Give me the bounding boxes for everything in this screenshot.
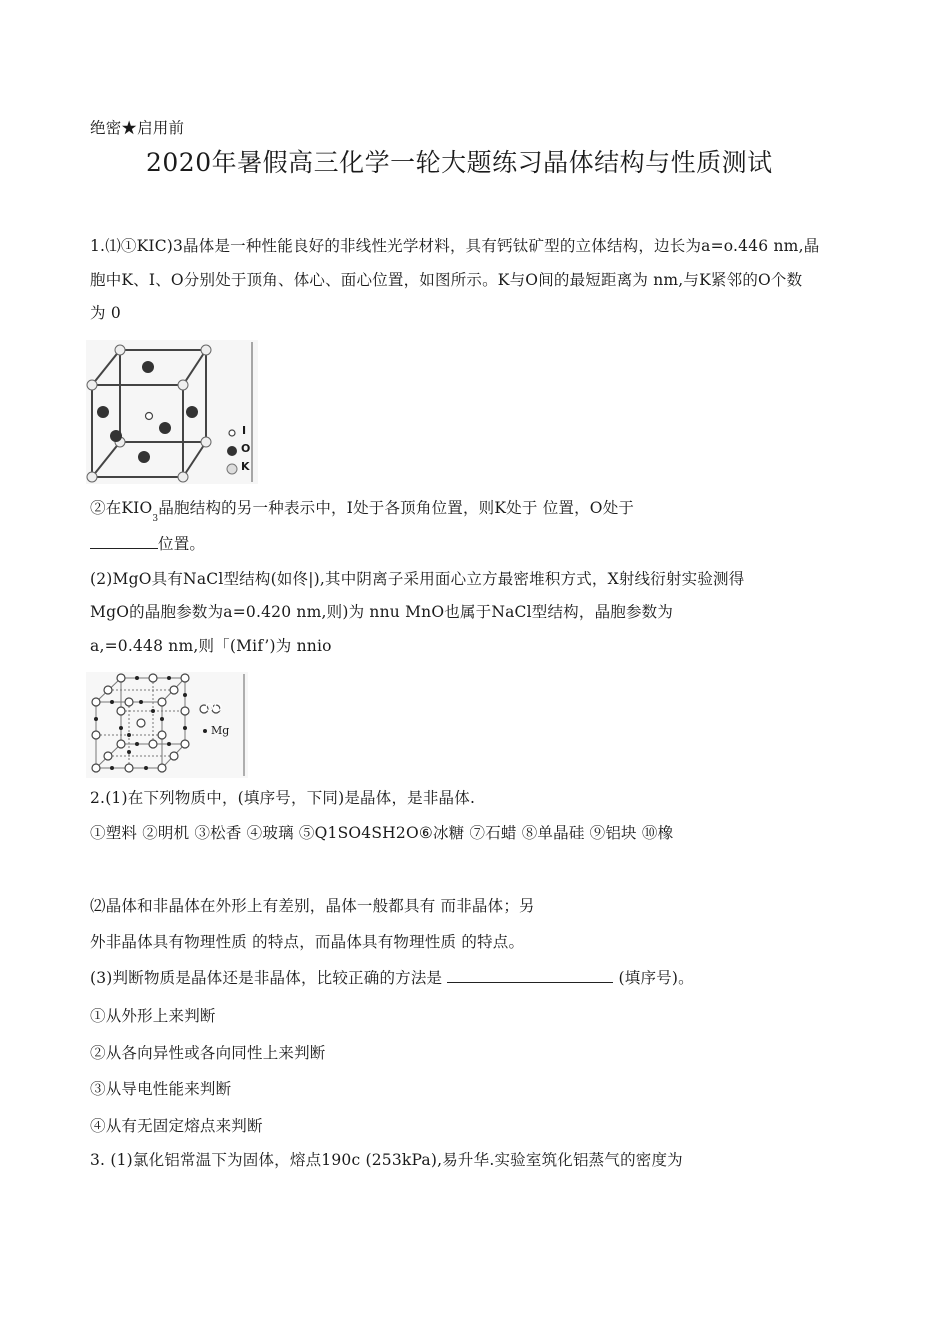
o-atom bbox=[186, 406, 198, 418]
legend-k: K bbox=[241, 460, 250, 473]
k-atom bbox=[178, 380, 188, 390]
q2-line-1: 2.(1)在下列物质中，(填序号，下同)是晶体，是非晶体. bbox=[90, 789, 476, 807]
k-atom bbox=[87, 380, 97, 390]
q2-line-3: ⑵晶体和非晶体在外形上有差别，晶体一般都具有 而非晶体；另 bbox=[90, 897, 535, 915]
o-atom bbox=[97, 406, 109, 418]
k-atom bbox=[87, 472, 97, 482]
kio3-unit-cell-figure bbox=[86, 340, 258, 484]
q1-line-1: 1.⑴①KIC)3晶体是一种性能良好的非线性光学材料，具有钙钛矿型的立体结构，边长为a=o.446 nm,晶 bbox=[90, 237, 820, 255]
q2-option-4: ④从有无固定熔点来判断 bbox=[90, 1117, 263, 1135]
o-atom bbox=[138, 451, 150, 463]
q1-part2-prefix: ②在KIO bbox=[90, 499, 153, 517]
page-title: 2020年暑假高三化学一轮大题练习晶体结构与性质测试 bbox=[146, 148, 773, 177]
answer-blank[interactable] bbox=[447, 982, 613, 983]
k-atom bbox=[201, 437, 211, 447]
q2-option-1: ①从外形上来判断 bbox=[90, 1007, 216, 1025]
k-atom bbox=[115, 345, 125, 355]
o-atom bbox=[110, 430, 122, 442]
o-atom bbox=[142, 361, 154, 373]
q1-part2-subscript: 3 bbox=[152, 514, 159, 525]
q2-line-5-text: (3)判断物质是晶体还是非晶体，比较正确的方法是 bbox=[90, 969, 443, 987]
q2-option-3: ③从导电性能来判断 bbox=[90, 1080, 232, 1098]
legend-oo: OO bbox=[205, 701, 223, 714]
legend-i: I bbox=[242, 424, 247, 437]
o-atom bbox=[159, 422, 171, 434]
q1-part2-suffix: 位置。 bbox=[158, 535, 206, 553]
legend-o: O bbox=[241, 442, 251, 455]
q1-line-2: 胞中K、I、O分别处于顶角、体心、面心位置，如图所示。K与O间的最短距离为 nm,与K紧邻的O个数 bbox=[90, 271, 803, 289]
k-atom bbox=[201, 345, 211, 355]
q1-part2-line-1 bbox=[90, 496, 635, 525]
q1-mgo-line-1: (2)MgO具有NaCl型结构(如佟|),其中阴离子采用面心立方最密堆积方式，X射线衍射实验测得 bbox=[90, 570, 745, 588]
q3-line-1: 3. (1)氯化铝常温下为固体，熔点190c (253kPa),易升华.实验室筑化铝蒸气的密度为 bbox=[90, 1151, 683, 1169]
i-atom bbox=[146, 413, 153, 420]
q2-options-line: ①塑料 ②明机 ③松香 ④玻璃 ⑤Q1SO4SH2O⑥冰糖 ⑦石蜡 ⑧单晶硅 ⑨铝块 ⑩橡 bbox=[90, 824, 674, 842]
k-atom bbox=[178, 472, 188, 482]
q2-line-4: 外非晶体具有物理性质 的特点，而晶体具有物理性质 的特点。 bbox=[90, 933, 525, 951]
q2-line-5-suffix: (填序号)。 bbox=[618, 969, 694, 987]
secret-mark: 绝密★启用前 bbox=[90, 119, 185, 137]
q1-line-3: 为 0 bbox=[90, 304, 121, 322]
q1-part2-line-2 bbox=[90, 532, 205, 554]
q1-part2-text: 晶胞结构的另一种表示中，I处于各顶角位置，则K处于 位置，O处于 bbox=[158, 499, 635, 517]
legend-mg: Mg bbox=[211, 724, 230, 737]
q2-line-5 bbox=[90, 966, 694, 988]
answer-blank[interactable] bbox=[90, 548, 158, 549]
q2-option-2: ②从各向异性或各向同性上来判断 bbox=[90, 1044, 326, 1062]
q1-mgo-line-3: a,=0.448 nm,则「(Mif’)为 nnio bbox=[90, 637, 332, 655]
q1-mgo-line-2: MgO的晶胞参数为a=0.420 nm,则)为 nnu MnO也属于NaCl型结构，晶胞参数为 bbox=[90, 603, 674, 621]
